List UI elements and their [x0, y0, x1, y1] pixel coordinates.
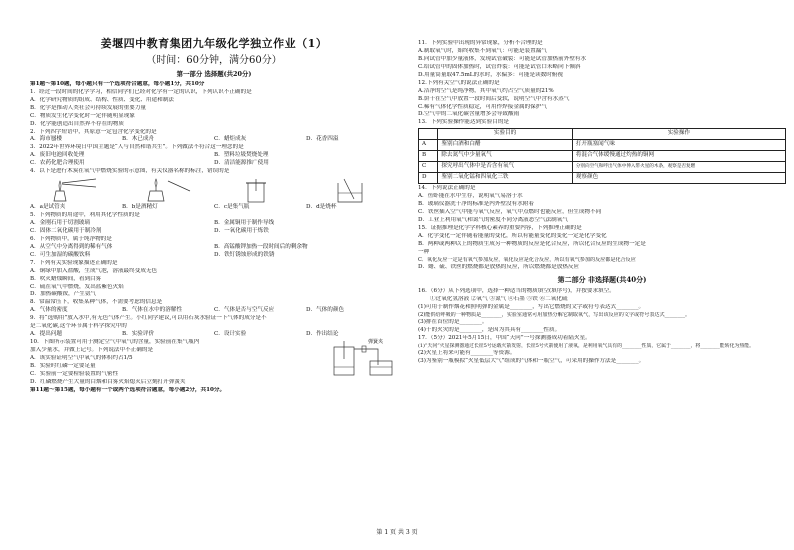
q12-option-d: D.空气中的二氧化碳含量增多会导致酸雨	[418, 111, 520, 118]
q16-sub3: (3)排在首位的是________。	[418, 318, 488, 325]
table-header-cell	[419, 129, 438, 140]
q2-option-c: C．蜡炬成灰	[214, 136, 247, 143]
q7-stem: 7．下列有关实验现象描述正确的是	[30, 259, 118, 266]
q1-option-b: B．化学是推动人类社会可持续发展的重要力量	[30, 104, 146, 111]
tongs-flame-icon	[46, 177, 106, 203]
q14-option-c: C．铁丝插入空气中能与氧气反应，氧气中点燃时也能反应，但生成物不同	[418, 209, 602, 216]
q17-stem: 17．（5分）2021年5月15日，中国“天问”一号探测器成功着陆火星。	[418, 334, 591, 341]
table-cell: 打开瓶塞闻气味	[572, 140, 785, 151]
q10-block	[30, 339, 398, 387]
q7-option-d: D．加热碳酸铵，产生氨气	[30, 291, 97, 298]
q17-sub3: (3)为鉴别一瓶模拟“火星低层大气”组成的气体和一瓶空气，可采用的操作方法是________。	[418, 357, 645, 364]
q12-option-c: C.稀有气体化学性质稳定，可用作焊接金属的保护气	[418, 103, 547, 110]
q1-option-c: C．物质发生化学变化时一定伴随明显现象	[30, 112, 135, 119]
q16-sub4: (4)干的火灾的是________，是因为其具有________性质。	[418, 326, 561, 333]
q7-option-a: A．铜绿中加入盐酸，生成气泡，溶液最终变成无色	[30, 267, 158, 274]
q4-stem: 4．以下是进行木炭在氧气中燃烧实验的示意图，有关仪器名称的标注，错误的是	[30, 168, 230, 175]
q5-option-a: A．金刚石用于切割玻璃	[30, 220, 90, 227]
q2-option-b: B．木已成舟	[122, 136, 155, 143]
q9-option-b: B．实验评价	[122, 331, 155, 338]
q17-sub1: (1)“天问”火星探测器通过长征5号运载火箭发射，长征5号火箭使用了液氧，是利用氧气具有的________性质，它属于________，将________能转化为热能。	[418, 342, 755, 349]
table-cell: 鉴别二氧化锰和四氧化三铁	[438, 173, 572, 184]
page-subtitle: （时间：60分钟，满分60分）	[146, 54, 282, 66]
q5-option-c: C．固体二氧化碳用于制冷剂	[30, 227, 102, 234]
q17-sub2: (2)火星上将来可能有________等资源。	[418, 349, 516, 356]
q1-stem: 1．经过一段时间的化学学习，相信同学们已经对化学有一定的认识，下列认识不正确的是	[30, 88, 252, 95]
table-cell: 将混合气体缓慢通过灼热的铜网	[572, 151, 785, 162]
q2-options	[30, 136, 398, 144]
table-header-cell: 实验目的	[438, 129, 572, 140]
q5-option-b: B．金属铜用于制作导线	[214, 220, 275, 227]
q14-option-a: A．鱼虾能在水中生存，说明氧气易溶于水	[418, 193, 523, 200]
q3-option-b: B．塑料垃圾焚烧处理	[214, 152, 269, 159]
q1-option-a: A．化学研究物质的组成、结构、性质、变化、用途和制法	[30, 96, 174, 103]
q12-option-b: B.饼干在空气中放置一段时间后变软，说明空气中含有水蒸气	[418, 95, 570, 102]
left-column	[30, 36, 398, 395]
q5-option-d: D．一氧化碳用于炼铁	[214, 227, 269, 234]
q4-apparatus-figure	[30, 177, 398, 203]
q10-option-d: D．红磷燃烧产生大量的白烟和白雾火焰熄灭后立刻打开弹簧夹	[30, 378, 186, 385]
part1b-note: 第11题～第15题，每小题有一个或两个选项符合题意，每小题2分，共10分。	[30, 386, 226, 393]
table-cell: D	[419, 173, 438, 184]
q15-option-b-cont: 一种	[418, 248, 430, 255]
q8-options	[30, 307, 398, 315]
table-cell: 鉴别白酒和白醋	[438, 140, 572, 151]
alcohol-lamp-icon	[138, 177, 198, 203]
q3-option-d: D．清洁能源推广使用	[214, 160, 269, 167]
q13-table	[418, 128, 786, 184]
q5-options-cd	[30, 228, 398, 236]
q8-stem: 8．常温常压下，收集某种气体，不需要考虑的信息是	[30, 299, 163, 306]
q9-option-d: D．作出结论	[306, 331, 339, 338]
table-cell: 观察颜色	[572, 173, 785, 184]
q6-option-a: A．从空气中分离得到的稀有气体	[30, 243, 113, 250]
q8-option-a: A．气体的密度	[30, 307, 68, 314]
table-cell: 除去氮气中少量氧气	[438, 151, 572, 162]
table-row	[419, 162, 786, 173]
q9-option-c: C．设计实验	[214, 331, 247, 338]
q16-sub2: (2)能供给呼吸的一种物质是________，实验室通常可用加热分解它制取氧气，写出该反应的文字或符号表达式________。	[418, 311, 691, 318]
table-row	[419, 151, 786, 162]
fig10-clamp-label: 弹簧夹	[368, 339, 384, 346]
page-footer: 第 1 页 共 3 页	[376, 529, 418, 536]
table-row	[419, 173, 786, 184]
q13-stem: 13．下列实验操作能达到实验目的是	[418, 119, 510, 126]
q14-stem: 14．下列说法正确的是	[418, 185, 476, 192]
table-row	[419, 140, 786, 151]
q3-option-c: C．农药化肥合理使用	[30, 160, 85, 167]
q8-option-b: B．气体在水中的溶解性	[122, 307, 183, 314]
q4-option-a: A．a是试管夹	[30, 204, 66, 211]
q11-option-d: D.用量筒量取47.5mL的水时，水偏多：可能是读数时俯视	[418, 71, 564, 78]
q9-stem-line2: 是二氧化碳,这个环节属于科学探究中的	[30, 323, 127, 330]
oxygen-measurement-apparatus-icon	[328, 335, 398, 379]
q6-stem: 6．下列物质中，属于纯净物的是	[30, 235, 112, 242]
q12-stem: 12.下列有关空气的说法正确的是	[418, 79, 500, 86]
right-column	[418, 40, 786, 366]
q11-option-b: B.向试管中加少量液体，发现试管破裂：可能是试管加热前外壁有水	[418, 55, 587, 62]
q4-options	[30, 204, 398, 212]
q6-option-d: D．铁钉锈蚀形成的铁锈	[214, 251, 275, 258]
q8-option-d: D．气体的颜色	[306, 307, 345, 314]
q3-options-cd	[30, 160, 398, 168]
table-header-cell: 实验操作	[572, 129, 785, 140]
part2-heading: 第二部分 非选择题(共40分)	[557, 274, 647, 284]
q15-option-d: D．蜡、硫、铁丝的燃烧都是放热的反应，所以燃烧都是放热反应	[418, 263, 580, 270]
q15-option-a: A．化学变化一定伴随着能量的变化，所以有能量变化的变化一定是化学变化	[418, 232, 607, 239]
q10-option-a: A．该实验证明空气中氧气的体积约占1/5	[30, 354, 133, 361]
q4-option-c: C．c是集气瓶	[214, 204, 250, 211]
table-cell: 分别向空气和呼出气体中伸入带火星的木条，观察是否复燃	[572, 162, 785, 173]
q12-option-a: A.洁净的空气是纯净物，其中氧气约占空气质量的21%	[418, 87, 554, 94]
q16-sub1: (1)可用于制作烟花和照明弹的金属是________，写出它燃烧的文字或符号表达式________。	[418, 303, 645, 310]
q9-option-a: A．提出问题	[30, 331, 63, 338]
table-cell: A	[419, 140, 438, 151]
q7-option-c: C．硫在氧气中燃烧，发出蓝紫色火焰	[30, 283, 124, 290]
table-cell: B	[419, 151, 438, 162]
q15-option-c: C．氧化反应一定是有氧气参加反应，氧化反应是化合反应，所以有氧气参加的反应都是化合反应	[418, 256, 636, 263]
q14-option-d: D．工业上利用氧气和氮气的密度不同分离液态空气法制氧气	[418, 217, 568, 224]
part1-note: 第1题～第10题，每小题只有一个选项符合题意，每小题1分，共10分	[30, 80, 205, 87]
q6-option-c: C．可生加湿的碳酸饮料	[30, 251, 91, 258]
part1-heading: 第一部分 选择题(共20分)	[176, 69, 252, 78]
q2-stem: 2．下列四字短语中，其原意一定包含化学变化的是	[30, 128, 157, 135]
q10-stem-line2: 加入少量水，并做上记号。下列说法中不正确的是	[30, 347, 154, 354]
q5-stem: 5．下列物质的用途中，利用其化学性质的是	[30, 212, 140, 219]
table-cell: 探究呼出气体中是否含有氧气	[438, 162, 572, 173]
q4-option-d: D．d是烧杯	[306, 204, 337, 211]
q2-option-a: A．海市蜃楼	[30, 136, 63, 143]
q15-option-b: B．两种或两种以上的物质生成另一种物质的反应是化合反应，所以化合反应的生成物一定是	[418, 240, 646, 247]
q10-option-b: B．实验时红磷一定要足量	[30, 362, 96, 369]
q9-stem-line1: 9．将“选购用”放入水中,有无色气体产生。小红同学建议,可以用石灰水验证一下气体的成分是不	[30, 315, 267, 322]
table-cell: C	[419, 162, 438, 173]
q11-stem: 11．下列实验中出现的异常现象，分析不合理的是	[418, 40, 543, 46]
gas-jar-icon	[230, 177, 290, 203]
q14-option-b: B．玻璃仪器洗干净的标准是内外壁没有水附着	[418, 201, 534, 208]
q7-option-b: B．吹灭蜡烛瞬间，看到白雾	[30, 275, 102, 282]
q6-option-b: B．高锰酸钾加热一段时间后的剩余物	[214, 243, 308, 250]
q11-option-c: C.给试管中的固体加热时，试管炸裂：可能是试管口未略向下倾斜	[418, 63, 581, 70]
beaker-icon	[322, 177, 382, 203]
q6-options-ab	[30, 244, 398, 252]
q3-option-a: A．废旧电池回收处理	[30, 152, 85, 159]
q15-stem: 15．证据推理是化学学科核心素养的重要内容，下列推理正确的是	[418, 225, 582, 231]
q3-stem: 3．2022年世界环境日中国主题是“人与自然和谐共生”。下列做法不符合这一理念的是	[30, 144, 244, 151]
q4-option-b: B．b是酒精灯	[122, 204, 158, 211]
page-title: 姜堰四中教育集团九年级化学独立作业（1）	[100, 37, 328, 50]
q6-options-cd	[30, 252, 398, 260]
q10-stem-line1: 10．下图所示装置可用于测定空气中氧气的含量，实验前在集气瓶内	[30, 339, 200, 346]
q13-table-header	[419, 129, 786, 140]
q8-option-c: C．气体是否与空气反应	[214, 307, 275, 314]
q11-option-a: A.制取氧气时，始终收集不到氧气：可能是装置漏气	[418, 47, 547, 54]
q5-options-ab	[30, 220, 398, 228]
q16-options: ①过氧化氢溶液 ②氧气 ③氮气 ④石墨 ⑤铁 ⑥二氧化硫	[430, 295, 568, 302]
q1-option-d: D．化学能创造出自然界不存在的物质	[30, 120, 124, 127]
q16-stem: 16．（6分）从下列选项中，选择一种适当的物质填空(填序号)，并按要求填空。	[418, 287, 615, 294]
q10-option-c: C．实验前一定要检验装置的气密性	[30, 370, 119, 377]
q2-option-d: D．花香四溢	[306, 136, 339, 143]
